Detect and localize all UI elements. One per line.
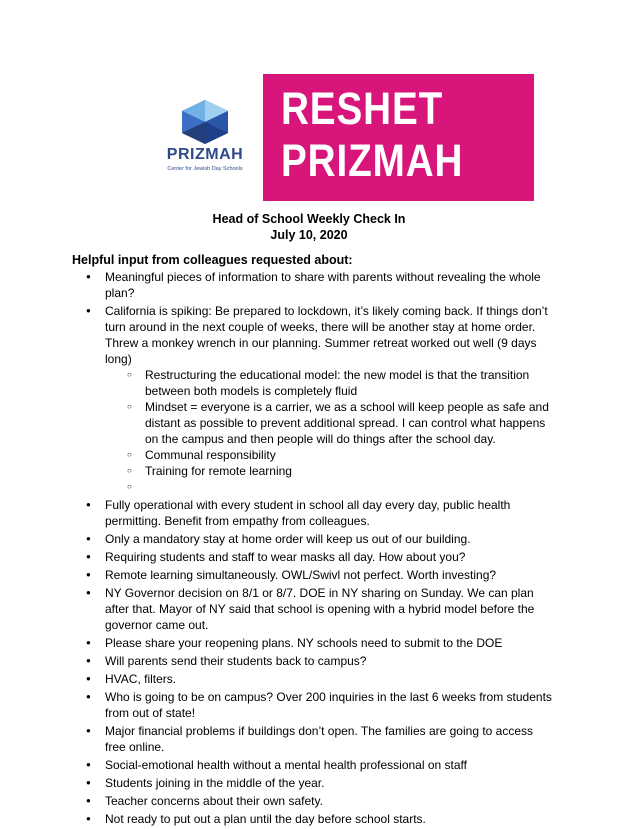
- list-item: [72, 671, 552, 687]
- banner-line-1: RESHET: [281, 83, 444, 134]
- list-item-text: Will parents send their students back to campus?: [105, 654, 367, 668]
- prizmah-hexagon-icon: [178, 100, 232, 144]
- sub-list-item: [105, 367, 552, 399]
- list-item-text: Teacher concerns about their own safety.: [105, 794, 323, 808]
- list-item-text: Remote learning simultaneously. OWL/Swivl not perfect. Worth investing?: [105, 568, 497, 582]
- list-item: [72, 303, 552, 495]
- list-item: [72, 585, 552, 633]
- list-item: [72, 793, 552, 809]
- banner-line-2: PRIZMAH: [281, 135, 464, 186]
- document-title: Head of School Weekly Check In: [212, 212, 406, 226]
- list-item: [72, 757, 552, 773]
- sub-list-item-text: Mindset = everyone is a carrier, we as a school will keep people as safe and distant as possible to prevent additional spread. I can control what happens on the campus and then people will do things after the school day.: [145, 400, 549, 446]
- sub-list-item-text: Training for remote learning: [145, 464, 292, 478]
- list-item-text: NY Governor decision on 8/1 or 8/7. DOE in NY sharing on Sunday. We can plan after that. Mayor of NY said that school is opening with a hybrid model before the governor came out.: [105, 586, 535, 632]
- list-item: [72, 497, 552, 529]
- list-item-text: Not ready to put out a plan until the day before school starts.: [105, 812, 426, 826]
- reshet-prizmah-banner: [263, 74, 534, 201]
- list-item: [72, 723, 552, 755]
- sub-list-item: [105, 447, 552, 463]
- bullet-list: [72, 269, 552, 827]
- sub-list: [72, 367, 552, 495]
- list-item: [72, 531, 552, 547]
- list-item-text: California is spiking: Be prepared to lockdown, it’s likely coming back. If things don’t turn around in the next couple of weeks, there will be another stay at home order. Threw a monkey wrench in our planning. Summer retreat worked out well (9 days long): [105, 304, 548, 366]
- list-item: [72, 567, 552, 583]
- list-item-text: Major financial problems if buildings don’t open. The families are going to access free online.: [105, 724, 534, 754]
- list-item: [72, 775, 552, 791]
- list-item-text: Only a mandatory stay at home order will keep us out of our building.: [105, 532, 471, 546]
- list-item-text: Students joining in the middle of the year.: [105, 776, 325, 790]
- logo-name: PRIZMAH: [166, 146, 244, 163]
- sub-list-item: [105, 399, 552, 447]
- list-item-text: Meaningful pieces of information to share with parents without revealing the whole plan?: [105, 270, 541, 300]
- list-item: [72, 689, 552, 721]
- sub-list-item-text: Restructuring the educational model: the new model is that the transition between both models is completely fluid: [145, 368, 530, 398]
- prizmah-logo: [150, 100, 260, 180]
- sub-list-item: [105, 463, 552, 479]
- list-item-text: Fully operational with every student in school all day every day, public health permitting. Benefit from empathy from colleagues.: [105, 498, 511, 528]
- list-item: [72, 653, 552, 669]
- document-date: July 10, 2020: [270, 228, 348, 242]
- list-item: [72, 811, 552, 827]
- list-item-text: Who is going to be on campus? Over 200 inquiries in the last 6 weeks from students from out of state!: [105, 690, 552, 720]
- list-item-text: Please share your reopening plans. NY schools need to submit to the DOE: [105, 636, 503, 650]
- notes-list-container: [72, 269, 552, 829]
- sub-list-item: [105, 479, 552, 495]
- logo-tagline: Center for Jewish Day Schools: [167, 166, 243, 172]
- list-item-text: Requiring students and staff to wear masks all day. How about you?: [105, 550, 466, 564]
- sub-list-item-text: Communal responsibility: [145, 448, 276, 462]
- list-item: [72, 635, 552, 651]
- list-item-text: Social-emotional health without a mental health professional on staff: [105, 758, 467, 772]
- section-heading: Helpful input from colleagues requested about:: [72, 253, 353, 267]
- list-item: [72, 269, 552, 301]
- list-item-text: HVAC, filters.: [105, 672, 177, 686]
- list-item: [72, 549, 552, 565]
